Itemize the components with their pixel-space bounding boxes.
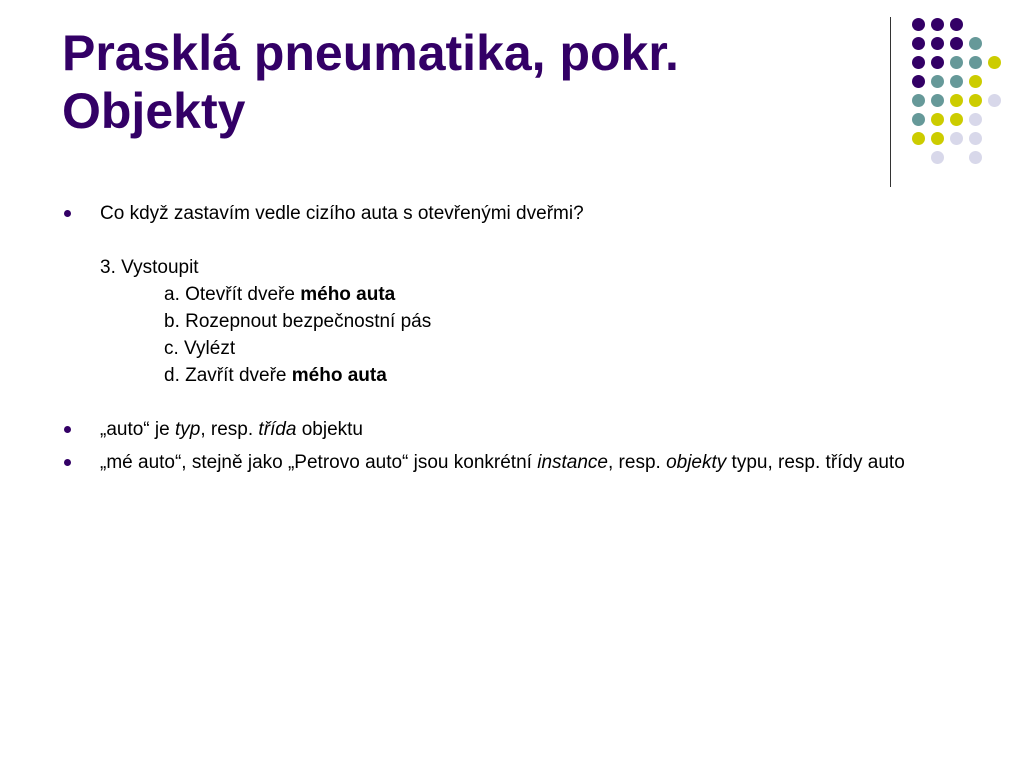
decoration-dot bbox=[931, 56, 944, 69]
decoration-dot bbox=[931, 18, 944, 31]
slide-title-line-1: Prasklá pneumatika, pokr. bbox=[62, 25, 679, 81]
bullet-text: , resp. bbox=[608, 452, 667, 473]
sub-step-d-emphasis: mého auta bbox=[291, 365, 387, 386]
decoration-dot bbox=[969, 37, 982, 50]
term-trida: třída bbox=[258, 419, 297, 440]
decoration-dot bbox=[969, 75, 982, 88]
bullet-text: objektu bbox=[296, 419, 363, 440]
bullet-marker bbox=[64, 426, 71, 433]
decoration-dot bbox=[950, 94, 963, 107]
sub-step-c: c. Vylézt bbox=[164, 338, 236, 359]
decoration-dot bbox=[931, 75, 944, 88]
bullet-marker bbox=[64, 459, 71, 466]
bullet-question: Co když zastavím vedle cizího auta s otevřenými dveřmi? bbox=[100, 203, 584, 224]
decoration-dot bbox=[912, 56, 925, 69]
decoration-dot bbox=[950, 18, 963, 31]
decoration-dot bbox=[931, 37, 944, 50]
sub-step-d bbox=[100, 362, 942, 389]
slide-title bbox=[62, 24, 862, 140]
decoration-dot bbox=[950, 56, 963, 69]
decoration-dot bbox=[969, 132, 982, 145]
term-instance: instance bbox=[537, 452, 608, 473]
decoration-dot bbox=[931, 113, 944, 126]
bullet-item bbox=[62, 200, 942, 389]
decoration-dot bbox=[969, 113, 982, 126]
sub-step-b: b. Rozepnout bezpečnostní pás bbox=[164, 311, 432, 332]
decoration-dot bbox=[988, 56, 1001, 69]
decoration-dot bbox=[912, 37, 925, 50]
decoration-dot bbox=[912, 113, 925, 126]
decoration-dot bbox=[969, 94, 982, 107]
decoration-dot bbox=[969, 151, 982, 164]
step-heading: 3. Vystoupit bbox=[100, 257, 199, 278]
bullet-item bbox=[62, 416, 942, 443]
sub-step-a bbox=[100, 281, 942, 308]
sub-step-d-text: d. Zavřít dveře bbox=[164, 365, 292, 386]
term-objekty: objekty bbox=[666, 452, 727, 473]
bullet-text: „mé auto“, stejně jako „Petrovo auto“ jsou konkrétní bbox=[100, 452, 538, 473]
dot-decoration bbox=[900, 10, 1010, 170]
sub-step-a-emphasis: mého auta bbox=[300, 284, 396, 305]
bullet-text: , resp. bbox=[200, 419, 259, 440]
decoration-dot bbox=[931, 132, 944, 145]
slide-body bbox=[62, 200, 942, 476]
decoration-dot bbox=[912, 132, 925, 145]
bullet-text: typu, resp. třídy auto bbox=[726, 452, 905, 473]
bullet-text: „auto“ je bbox=[100, 419, 175, 440]
bullet-marker bbox=[64, 210, 71, 217]
decoration-dot bbox=[950, 37, 963, 50]
bullet-item bbox=[62, 449, 942, 476]
decoration-dot bbox=[969, 56, 982, 69]
vertical-divider bbox=[890, 17, 891, 187]
decoration-dot bbox=[950, 113, 963, 126]
slide-title-line-2: Objekty bbox=[62, 83, 246, 139]
sub-step-a-text: a. Otevřít dveře bbox=[164, 284, 301, 305]
decoration-dot bbox=[912, 18, 925, 31]
decoration-dot bbox=[912, 94, 925, 107]
decoration-dot bbox=[950, 132, 963, 145]
term-typ: typ bbox=[174, 419, 201, 440]
decoration-dot bbox=[931, 94, 944, 107]
decoration-dot bbox=[931, 151, 944, 164]
decoration-dot bbox=[988, 94, 1001, 107]
decoration-dot bbox=[950, 75, 963, 88]
decoration-dot bbox=[912, 75, 925, 88]
